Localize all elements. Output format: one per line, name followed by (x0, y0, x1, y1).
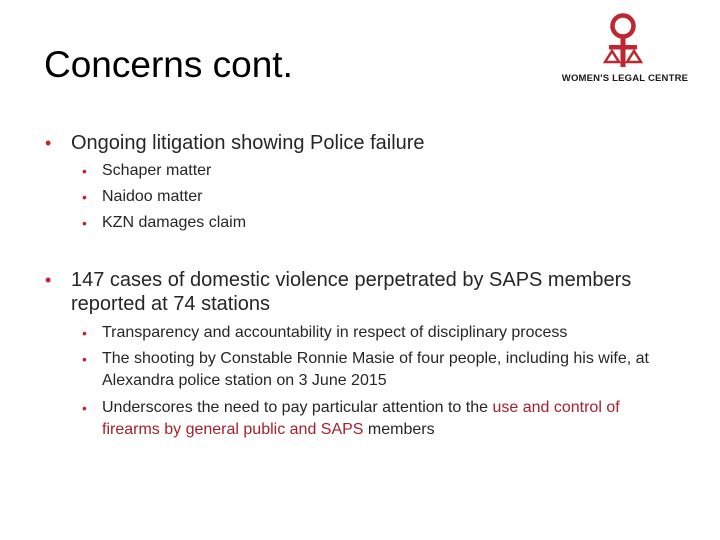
logo-text: WOMEN'S LEGAL CENTRE (561, 73, 689, 84)
bullet-dot: • (82, 351, 87, 367)
bullet-dot: • (45, 133, 52, 153)
highlighted-text: use and control of firearms by general public and SAPS (102, 399, 620, 438)
sub-bullet-text: Schaper matter (102, 162, 212, 179)
bullet-text: Ongoing litigation showing Police failure (71, 132, 425, 154)
bullet-dot: • (45, 270, 52, 290)
sub-bullet-text: KZN damages claim (102, 214, 247, 231)
bullet-domestic-violence (45, 268, 685, 316)
bullet-dot: • (82, 215, 87, 231)
sub-bullet-kzn (82, 212, 672, 234)
sub-bullet-transparency (82, 322, 672, 344)
womens-legal-centre-logo (560, 12, 690, 92)
text-suffix: members (363, 421, 435, 438)
sub-bullet-text (82, 397, 672, 441)
text-prefix: Underscores the need to pay particular attention to the (102, 399, 493, 416)
female-justice-symbol-icon (603, 12, 647, 72)
bullet-dot: • (82, 325, 87, 341)
bullet-text: 147 cases of domestic violence perpetrated by SAPS members reported at 74 stations (71, 269, 632, 315)
sub-bullet-shooting (82, 348, 672, 392)
sub-bullet-text: The shooting by Constable Ronnie Masie of four people, including his wife, at Alexandra police station on 3 June 2015 (102, 350, 649, 389)
bullet-dot: • (82, 163, 87, 179)
sub-bullet-schaper (82, 160, 672, 182)
bullet-dot: • (82, 189, 87, 205)
slide-title: Concerns cont. (44, 44, 293, 85)
bullet-dot: • (82, 400, 87, 416)
sub-bullet-firearms (82, 397, 672, 441)
bullet-litigation (45, 131, 685, 155)
sub-bullet-text: Naidoo matter (102, 188, 203, 205)
sub-bullet-naidoo (82, 186, 672, 208)
sub-bullet-text: Transparency and accountability in respect of disciplinary process (102, 324, 568, 341)
